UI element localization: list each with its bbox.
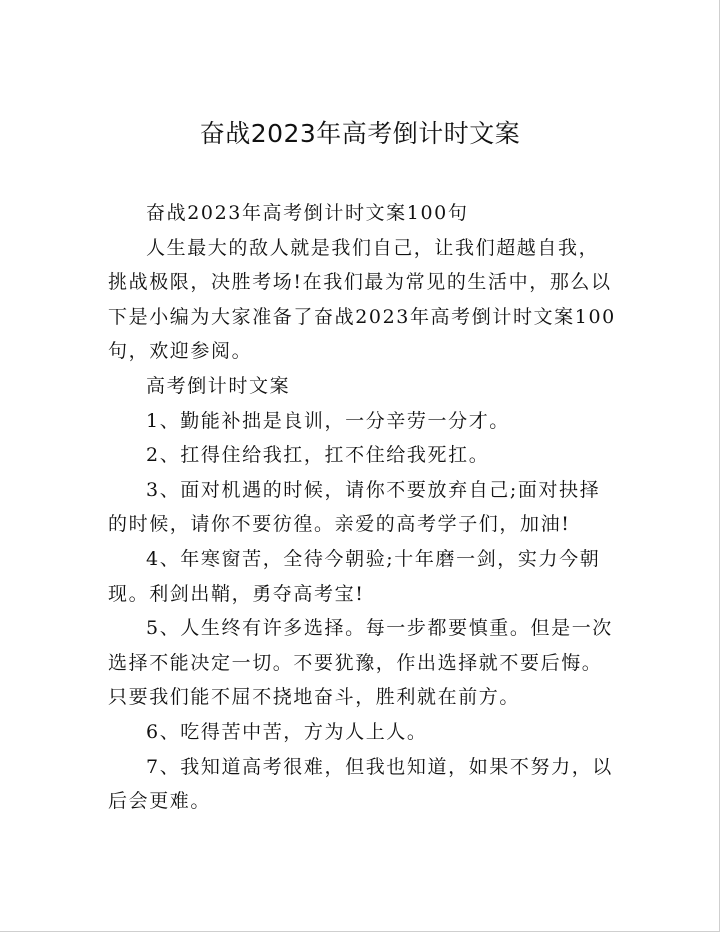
list-item-7: 7、我知道高考很难，但我也知道，如果不努力，以后会更难。 <box>108 755 613 813</box>
section-heading: 高考倒计时文案 <box>146 374 291 397</box>
list-item-2: 2、扛得住给我扛，扛不住给我死扛。 <box>146 444 490 467</box>
list-item-6: 6、吃得苦中苦，方为人上人。 <box>146 720 428 743</box>
document-title: 奋战2023年高考倒计时文案 <box>199 119 521 148</box>
document-body <box>108 196 616 819</box>
list-item-4: 4、年寒窗苦，全待今朝验;十年磨一剑，实力今朝现。利剑出鞘，勇夺高考宝! <box>108 547 601 605</box>
intro-paragraph: 人生最大的敌人就是我们自己，让我们超越自我，挑战极限，决胜考场!在我们最为常见的生活中，那么以下是小编为大家准备了奋战2023年高考倒计时文案100句，欢迎参阅。 <box>108 236 616 363</box>
subtitle-paragraph: 奋战2023年高考倒计时文案100句 <box>146 202 469 224</box>
list-item-5: 5、人生终有许多选择。每一步都要慎重。但是一次选择不能决定一切。不要犹豫，作出选择就不要后悔。只要我们能不屈不挠地奋斗，胜利就在前方。 <box>108 617 613 709</box>
list-item-3: 3、面对机遇的时候，请你不要放弃自己;面对抉择的时候，请你不要彷徨。亲爱的高考学子们，加油! <box>108 478 601 536</box>
list-item-1: 1、勤能补拙是良训，一分辛劳一分才。 <box>146 409 510 432</box>
